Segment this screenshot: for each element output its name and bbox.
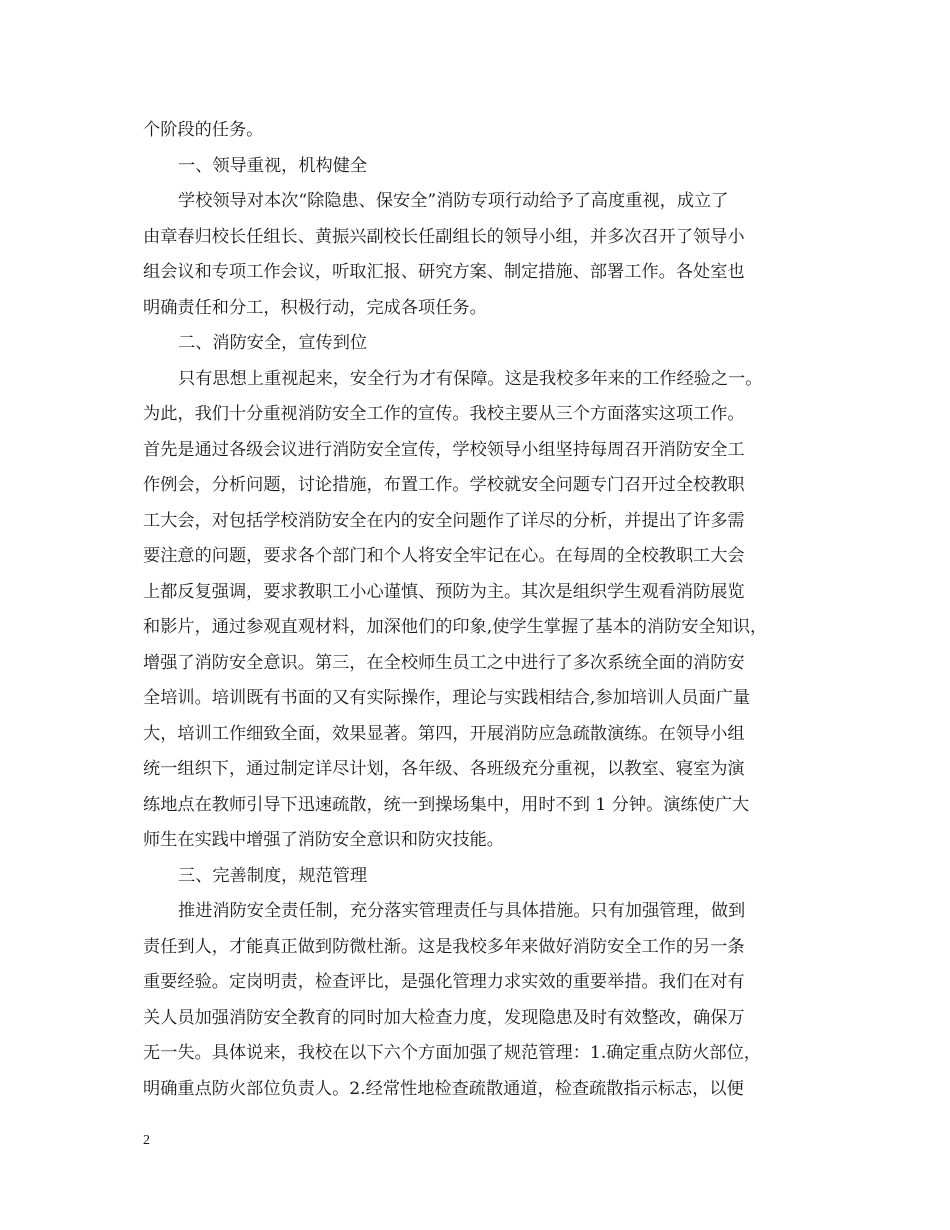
text-line: 一、领导重视，机构健全	[178, 155, 368, 176]
text-line: 无一失。具体说来，我校在以下六个方面加强了规范管理：1.确定重点防火部位，	[143, 1043, 761, 1063]
text-line: 重要经验。定岗明责，检查评比，是强化管理力求实效的重要举措。我们在对有	[143, 972, 745, 992]
text-line: 为此，我们十分重视消防安全工作的宣传。我校主要从三个方面落实这项工作。	[143, 404, 745, 424]
text-line: 三、完善制度，规范管理	[178, 865, 368, 886]
text-line: 学校领导对本次“除隐患、保安全”消防专项行动给予了高度重视，成立了	[178, 191, 729, 211]
text-line: 全培训。培训既有书面的又有实际操作，理论与实践相结合,参加培训人员面广量	[143, 688, 751, 708]
text-line: 要注意的问题，要求各个部门和个人将安全牢记在心。在每周的全校教职工大会	[143, 546, 745, 566]
text-line: 作例会，分析问题，讨论措施，布置工作。学校就安全问题专门召开过全校教职	[143, 475, 745, 495]
text-line: 关人员加强消防安全教育的同时加大检查力度，发现隐患及时有效整改，确保万	[143, 1007, 745, 1028]
text-line: 大，培训工作细致全面，效果显著。第四，开展消防应急疏散演练。在领导小组	[143, 723, 745, 744]
text-line: 首先是通过各级会议进行消防安全宣传，学校领导小组坚持每周召开消防安全工	[143, 439, 745, 460]
text-line: 上都反复强调，要求教职工小心谨慎、预防为主。其次是组织学生观看消防展览	[143, 581, 745, 602]
text-line: 明确责任和分工，积极行动，完成各项任务。	[143, 297, 487, 318]
text-line: 练地点在教师引导下迅速疏散，统一到操场集中，用时不到 1 分钟。演练使广大	[143, 794, 750, 815]
text-line: 明确重点防火部位负责人。2.经常性地检查疏散通道，检查疏散指示标志，以便	[143, 1078, 744, 1099]
text-line: 增强了消防安全意识。第三，在全校师生员工之中进行了多次系统全面的消防安	[143, 652, 745, 673]
text-line: 二、消防安全，宣传到位	[178, 333, 368, 353]
text-line: 责任到人，才能真正做到防微杜渐。这是我校多年来做好消防安全工作的另一条	[143, 936, 745, 957]
text-line: 和影片，通过参观直观材料，加深他们的印象,使学生掌握了基本的消防安全知识，	[143, 617, 768, 637]
text-line: 工大会，对包括学校消防安全在内的安全问题作了详尽的分析，并提出了许多需	[143, 510, 745, 531]
text-line: 统一组织下，通过制定详尽计划，各年级、各班级充分重视，以教室、寝室为演	[143, 759, 745, 779]
text-line: 由章春归校长任组长、黄振兴副校长任副组长的领导小组，并多次召开了领导小	[143, 226, 745, 247]
page-number: 2	[143, 1133, 150, 1148]
text-line: 师生在实践中增强了消防安全意识和防灾技能。	[143, 830, 504, 850]
text-line: 只有思想上重视起来，安全行为才有保障。这是我校多年来的工作经验之一。	[178, 368, 763, 389]
document-body	[143, 113, 833, 1107]
text-line: 个阶段的任务。	[143, 120, 264, 140]
text-line: 组会议和专项工作会议，听取汇报、研究方案、制定措施、部署工作。各处室也	[143, 262, 745, 282]
text-line: 推进消防安全责任制，充分落实管理责任与具体措施。只有加强管理，做到	[178, 901, 746, 921]
